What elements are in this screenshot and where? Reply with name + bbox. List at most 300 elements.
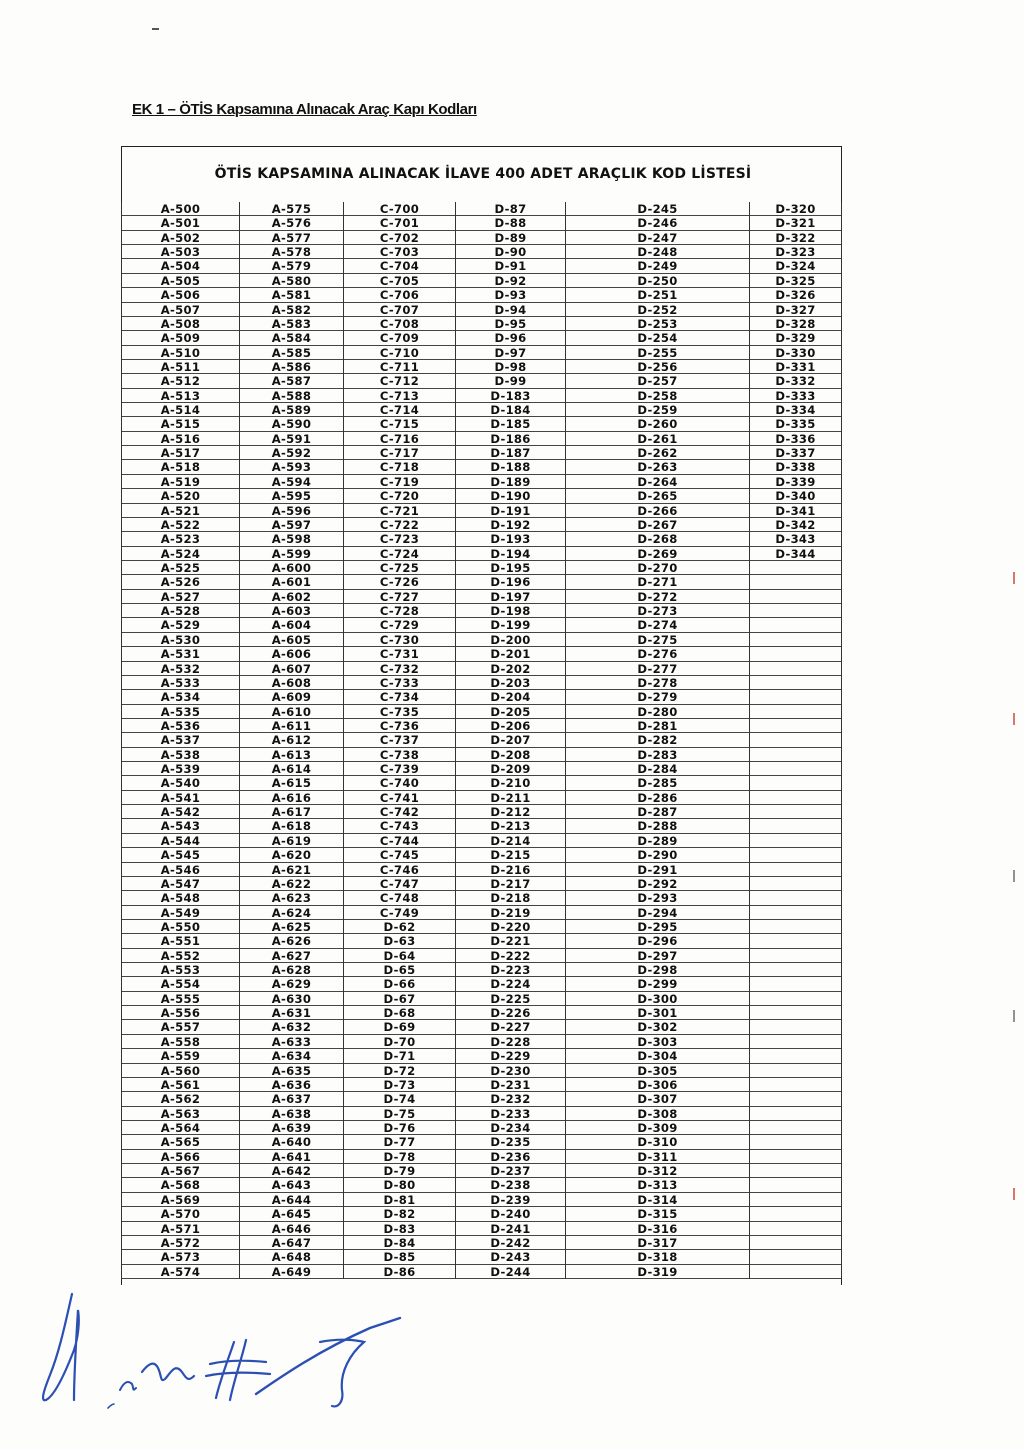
code-cell: A-549 <box>122 906 239 920</box>
code-cell: D-65 <box>344 963 455 977</box>
code-cell: D-337 <box>750 446 841 460</box>
empty-cell <box>750 690 841 704</box>
code-cell: D-209 <box>456 762 565 776</box>
code-cell: D-283 <box>566 748 749 762</box>
code-cell: D-239 <box>456 1193 565 1207</box>
code-cell: D-93 <box>456 288 565 302</box>
empty-cell <box>750 590 841 604</box>
code-cell: D-192 <box>456 518 565 532</box>
code-cell: A-615 <box>240 776 343 790</box>
code-cell: D-203 <box>456 676 565 690</box>
code-cell: D-219 <box>456 906 565 920</box>
code-cell: A-514 <box>122 403 239 417</box>
code-cell: D-322 <box>750 231 841 245</box>
empty-cell <box>750 1121 841 1135</box>
code-cell: C-720 <box>344 489 455 503</box>
code-cell: D-207 <box>456 733 565 747</box>
code-cell: A-616 <box>240 791 343 805</box>
code-cell: A-625 <box>240 920 343 934</box>
code-cell: D-84 <box>344 1236 455 1250</box>
empty-cell <box>750 1164 841 1178</box>
empty-cell <box>750 618 841 632</box>
code-cell: D-63 <box>344 934 455 948</box>
code-cell: D-343 <box>750 532 841 546</box>
code-cell: D-247 <box>566 231 749 245</box>
code-column <box>239 202 343 1279</box>
code-cell: D-315 <box>566 1207 749 1221</box>
code-cell: A-515 <box>122 417 239 431</box>
empty-cell <box>750 647 841 661</box>
code-cell: D-76 <box>344 1121 455 1135</box>
code-cell: D-291 <box>566 863 749 877</box>
code-cell: D-205 <box>456 705 565 719</box>
code-cell: D-224 <box>456 977 565 991</box>
code-cell: D-195 <box>456 561 565 575</box>
code-cell: D-216 <box>456 863 565 877</box>
code-cell: A-621 <box>240 863 343 877</box>
code-cell: D-331 <box>750 360 841 374</box>
code-cell: A-613 <box>240 748 343 762</box>
empty-cell <box>750 877 841 891</box>
code-cell: A-531 <box>122 647 239 661</box>
code-cell: D-275 <box>566 633 749 647</box>
code-cell: C-726 <box>344 575 455 589</box>
code-cell: D-64 <box>344 949 455 963</box>
code-cell: D-324 <box>750 259 841 273</box>
code-cell: D-230 <box>456 1064 565 1078</box>
empty-cell <box>750 1049 841 1063</box>
code-cell: A-634 <box>240 1049 343 1063</box>
code-cell: A-544 <box>122 834 239 848</box>
code-cell: D-199 <box>456 618 565 632</box>
code-cell: A-517 <box>122 446 239 460</box>
code-cell: D-75 <box>344 1107 455 1121</box>
code-cell: D-245 <box>566 202 749 216</box>
code-cell: D-88 <box>456 216 565 230</box>
empty-cell <box>750 906 841 920</box>
code-cell: D-276 <box>566 647 749 661</box>
empty-cell <box>750 1236 841 1250</box>
code-cell: D-258 <box>566 389 749 403</box>
code-cell: D-188 <box>456 460 565 474</box>
code-cell: A-630 <box>240 992 343 1006</box>
code-cell: D-213 <box>456 819 565 833</box>
code-cell: A-603 <box>240 604 343 618</box>
code-cell: A-503 <box>122 245 239 259</box>
code-cell: D-270 <box>566 561 749 575</box>
code-cell: D-294 <box>566 906 749 920</box>
code-cell: D-71 <box>344 1049 455 1063</box>
code-cell: A-530 <box>122 633 239 647</box>
empty-cell <box>750 1035 841 1049</box>
code-cell: D-340 <box>750 489 841 503</box>
code-cell: A-568 <box>122 1178 239 1192</box>
code-cell: C-702 <box>344 231 455 245</box>
code-cell: A-546 <box>122 863 239 877</box>
code-cell: D-293 <box>566 891 749 905</box>
code-cell: A-586 <box>240 360 343 374</box>
code-cell: D-243 <box>456 1250 565 1264</box>
code-cell: D-251 <box>566 288 749 302</box>
empty-cell <box>750 1078 841 1092</box>
code-cell: A-529 <box>122 618 239 632</box>
code-cell: A-573 <box>122 1250 239 1264</box>
code-cell: A-597 <box>240 518 343 532</box>
code-cell: D-259 <box>566 403 749 417</box>
code-cell: C-737 <box>344 733 455 747</box>
signature-icon <box>20 1280 420 1430</box>
code-cell: A-572 <box>122 1236 239 1250</box>
code-cell: C-746 <box>344 863 455 877</box>
code-cell: A-588 <box>240 389 343 403</box>
code-cell: A-626 <box>240 934 343 948</box>
code-cell: A-627 <box>240 949 343 963</box>
code-cell: D-204 <box>456 690 565 704</box>
code-cell: D-271 <box>566 575 749 589</box>
code-cell: A-510 <box>122 346 239 360</box>
code-cell: D-73 <box>344 1078 455 1092</box>
code-cell: A-533 <box>122 676 239 690</box>
code-cell: D-68 <box>344 1006 455 1020</box>
code-cell: D-344 <box>750 547 841 561</box>
code-cell: D-233 <box>456 1107 565 1121</box>
code-cell: C-715 <box>344 417 455 431</box>
code-cell: D-196 <box>456 575 565 589</box>
empty-cell <box>750 1020 841 1034</box>
code-cell: C-707 <box>344 303 455 317</box>
code-cell: A-509 <box>122 331 239 345</box>
code-cell: D-288 <box>566 819 749 833</box>
code-cell: D-97 <box>456 346 565 360</box>
code-cell: C-712 <box>344 374 455 388</box>
code-cell: A-584 <box>240 331 343 345</box>
code-cell: A-609 <box>240 690 343 704</box>
code-cell: D-316 <box>566 1222 749 1236</box>
code-cell: A-606 <box>240 647 343 661</box>
code-cell: D-78 <box>344 1150 455 1164</box>
code-cell: D-268 <box>566 532 749 546</box>
code-cell: C-742 <box>344 805 455 819</box>
code-cell: D-325 <box>750 274 841 288</box>
code-cell: D-260 <box>566 417 749 431</box>
code-cell: A-632 <box>240 1020 343 1034</box>
code-cell: D-272 <box>566 590 749 604</box>
code-cell: A-555 <box>122 992 239 1006</box>
code-column <box>121 202 239 1279</box>
code-cell: D-232 <box>456 1092 565 1106</box>
code-cell: A-554 <box>122 977 239 991</box>
code-cell: A-553 <box>122 963 239 977</box>
empty-cell <box>750 776 841 790</box>
code-cell: A-622 <box>240 877 343 891</box>
code-cell: A-576 <box>240 216 343 230</box>
code-cell: A-607 <box>240 662 343 676</box>
code-cell: A-537 <box>122 733 239 747</box>
scan-mark <box>1013 713 1015 725</box>
code-cell: D-285 <box>566 776 749 790</box>
code-cell: C-718 <box>344 460 455 474</box>
empty-cell <box>750 977 841 991</box>
scan-mark <box>152 28 159 30</box>
code-cell: A-513 <box>122 389 239 403</box>
code-cell: D-221 <box>456 934 565 948</box>
code-cell: D-250 <box>566 274 749 288</box>
code-cell: C-709 <box>344 331 455 345</box>
empty-cell <box>750 1150 841 1164</box>
code-cell: C-741 <box>344 791 455 805</box>
empty-cell <box>750 676 841 690</box>
code-cell: C-721 <box>344 504 455 518</box>
code-cell: A-543 <box>122 819 239 833</box>
code-cell: A-631 <box>240 1006 343 1020</box>
empty-cell <box>750 1092 841 1106</box>
code-cell: A-649 <box>240 1265 343 1279</box>
code-cell: D-301 <box>566 1006 749 1020</box>
code-cell: D-255 <box>566 346 749 360</box>
code-cell: D-85 <box>344 1250 455 1264</box>
empty-cell <box>750 719 841 733</box>
code-cell: A-623 <box>240 891 343 905</box>
code-cell: D-215 <box>456 848 565 862</box>
code-cell: D-309 <box>566 1121 749 1135</box>
code-cell: D-265 <box>566 489 749 503</box>
code-cell: C-736 <box>344 719 455 733</box>
code-cell: A-516 <box>122 432 239 446</box>
code-cell: C-745 <box>344 848 455 862</box>
code-cell: A-644 <box>240 1193 343 1207</box>
empty-cell <box>750 819 841 833</box>
code-cell: A-527 <box>122 590 239 604</box>
code-cell: A-520 <box>122 489 239 503</box>
code-cell: D-235 <box>456 1135 565 1149</box>
code-cell: A-567 <box>122 1164 239 1178</box>
code-cell: A-582 <box>240 303 343 317</box>
code-cell: D-194 <box>456 547 565 561</box>
code-cell: C-708 <box>344 317 455 331</box>
code-cell: D-223 <box>456 963 565 977</box>
code-cell: D-269 <box>566 547 749 561</box>
code-cell: D-201 <box>456 647 565 661</box>
code-cell: A-571 <box>122 1222 239 1236</box>
code-cell: D-231 <box>456 1078 565 1092</box>
code-cell: A-575 <box>240 202 343 216</box>
code-cell: A-547 <box>122 877 239 891</box>
code-cell: D-339 <box>750 475 841 489</box>
code-cell: D-197 <box>456 590 565 604</box>
code-cell: A-645 <box>240 1207 343 1221</box>
code-cell: A-581 <box>240 288 343 302</box>
code-cell: D-334 <box>750 403 841 417</box>
code-cell: D-298 <box>566 963 749 977</box>
empty-cell <box>750 1207 841 1221</box>
code-cell: A-599 <box>240 547 343 561</box>
code-cell: A-578 <box>240 245 343 259</box>
code-cell: A-508 <box>122 317 239 331</box>
code-cell: D-249 <box>566 259 749 273</box>
empty-cell <box>750 633 841 647</box>
code-column <box>749 202 842 1279</box>
code-cell: A-511 <box>122 360 239 374</box>
code-cell: D-217 <box>456 877 565 891</box>
scan-mark <box>1013 1010 1015 1022</box>
code-cell: C-716 <box>344 432 455 446</box>
code-cell: D-94 <box>456 303 565 317</box>
code-cell: D-262 <box>566 446 749 460</box>
code-cell: A-556 <box>122 1006 239 1020</box>
code-cell: D-210 <box>456 776 565 790</box>
scan-mark <box>1013 870 1015 882</box>
code-cell: D-292 <box>566 877 749 891</box>
code-cell: D-184 <box>456 403 565 417</box>
code-cell: A-594 <box>240 475 343 489</box>
code-cell: A-502 <box>122 231 239 245</box>
code-cell: D-311 <box>566 1150 749 1164</box>
code-cell: D-225 <box>456 992 565 1006</box>
empty-cell <box>750 1265 841 1279</box>
code-cell: A-545 <box>122 848 239 862</box>
code-cell: D-227 <box>456 1020 565 1034</box>
code-cell: D-66 <box>344 977 455 991</box>
code-cell: A-504 <box>122 259 239 273</box>
code-cell: C-729 <box>344 618 455 632</box>
code-cell: A-558 <box>122 1035 239 1049</box>
code-cell: D-333 <box>750 389 841 403</box>
code-cell: A-525 <box>122 561 239 575</box>
code-cell: C-703 <box>344 245 455 259</box>
code-cell: A-579 <box>240 259 343 273</box>
code-cell: D-248 <box>566 245 749 259</box>
code-cell: C-730 <box>344 633 455 647</box>
empty-cell <box>750 805 841 819</box>
code-cell: D-226 <box>456 1006 565 1020</box>
code-cell: A-628 <box>240 963 343 977</box>
code-cell: A-589 <box>240 403 343 417</box>
code-cell: A-641 <box>240 1150 343 1164</box>
code-cell: A-519 <box>122 475 239 489</box>
code-cell: A-602 <box>240 590 343 604</box>
code-cell: D-81 <box>344 1193 455 1207</box>
code-cell: D-191 <box>456 504 565 518</box>
code-cell: A-580 <box>240 274 343 288</box>
code-cell: A-518 <box>122 460 239 474</box>
code-cell: A-619 <box>240 834 343 848</box>
code-cell: A-563 <box>122 1107 239 1121</box>
code-cell: D-267 <box>566 518 749 532</box>
code-cell: A-617 <box>240 805 343 819</box>
code-cell: A-643 <box>240 1178 343 1192</box>
code-cell: A-640 <box>240 1135 343 1149</box>
code-cell: D-86 <box>344 1265 455 1279</box>
code-cell: D-273 <box>566 604 749 618</box>
code-cell: A-600 <box>240 561 343 575</box>
code-column <box>455 202 565 1279</box>
code-cell: D-74 <box>344 1092 455 1106</box>
empty-cell <box>750 848 841 862</box>
code-cell: C-748 <box>344 891 455 905</box>
code-cell: D-313 <box>566 1178 749 1192</box>
empty-cell <box>750 1107 841 1121</box>
code-cell: D-222 <box>456 949 565 963</box>
code-cell: A-647 <box>240 1236 343 1250</box>
code-cell: C-740 <box>344 776 455 790</box>
code-cell: D-244 <box>456 1265 565 1279</box>
code-cell: D-302 <box>566 1020 749 1034</box>
code-cell: D-332 <box>750 374 841 388</box>
code-cell: A-598 <box>240 532 343 546</box>
code-cell: D-329 <box>750 331 841 345</box>
code-cell: A-501 <box>122 216 239 230</box>
code-cell: A-541 <box>122 791 239 805</box>
empty-cell <box>750 1064 841 1078</box>
code-cell: D-317 <box>566 1236 749 1250</box>
empty-cell <box>750 920 841 934</box>
code-cell: D-185 <box>456 417 565 431</box>
code-cell: C-738 <box>344 748 455 762</box>
code-cell: A-635 <box>240 1064 343 1078</box>
code-cell: A-552 <box>122 949 239 963</box>
table-heading: ÖTİS KAPSAMINA ALINACAK İLAVE 400 ADET ARAÇLIK KOD LİSTESİ <box>214 166 752 182</box>
empty-cell <box>750 949 841 963</box>
code-cell: D-295 <box>566 920 749 934</box>
code-cell: A-614 <box>240 762 343 776</box>
code-cell: C-701 <box>344 216 455 230</box>
code-cell: A-592 <box>240 446 343 460</box>
code-cell: C-728 <box>344 604 455 618</box>
code-table <box>121 202 842 1285</box>
code-cell: D-308 <box>566 1107 749 1121</box>
code-cell: D-263 <box>566 460 749 474</box>
code-cell: D-300 <box>566 992 749 1006</box>
empty-cell <box>750 1135 841 1149</box>
code-cell: D-229 <box>456 1049 565 1063</box>
code-cell: D-77 <box>344 1135 455 1149</box>
code-cell: D-72 <box>344 1064 455 1078</box>
code-cell: D-62 <box>344 920 455 934</box>
code-cell: D-96 <box>456 331 565 345</box>
code-cell: A-550 <box>122 920 239 934</box>
code-cell: C-719 <box>344 475 455 489</box>
code-cell: A-507 <box>122 303 239 317</box>
code-cell: C-724 <box>344 547 455 561</box>
code-cell: A-591 <box>240 432 343 446</box>
empty-cell <box>750 1222 841 1236</box>
code-cell: A-577 <box>240 231 343 245</box>
code-cell: A-535 <box>122 705 239 719</box>
code-cell: D-202 <box>456 662 565 676</box>
code-cell: D-320 <box>750 202 841 216</box>
code-column <box>565 202 749 1279</box>
document-title: EK 1 – ÖTİS Kapsamına Alınacak Araç Kapı Kodları <box>132 101 477 118</box>
code-cell: D-338 <box>750 460 841 474</box>
code-cell: A-570 <box>122 1207 239 1221</box>
code-cell: D-277 <box>566 662 749 676</box>
empty-cell <box>750 1193 841 1207</box>
code-cell: D-305 <box>566 1064 749 1078</box>
code-cell: D-238 <box>456 1178 565 1192</box>
code-cell: D-189 <box>456 475 565 489</box>
code-cell: D-307 <box>566 1092 749 1106</box>
code-cell: D-310 <box>566 1135 749 1149</box>
code-cell: D-281 <box>566 719 749 733</box>
scan-mark <box>1013 1188 1015 1200</box>
code-cell: D-252 <box>566 303 749 317</box>
code-cell: C-723 <box>344 532 455 546</box>
code-cell: D-342 <box>750 518 841 532</box>
code-cell: C-704 <box>344 259 455 273</box>
code-cell: A-532 <box>122 662 239 676</box>
code-cell: A-540 <box>122 776 239 790</box>
code-cell: C-734 <box>344 690 455 704</box>
